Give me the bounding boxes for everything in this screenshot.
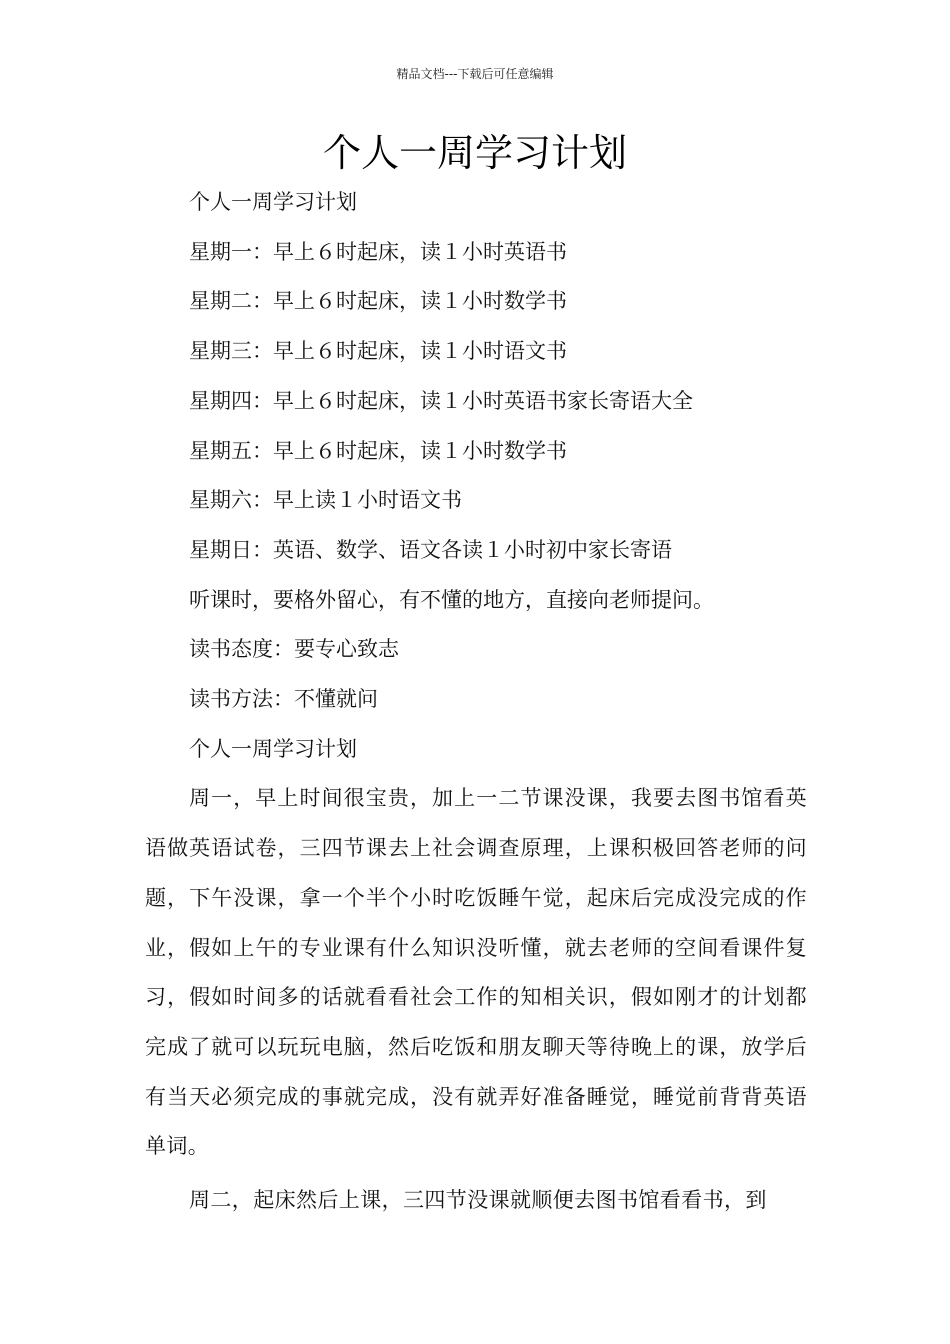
body-line: 读书方法：不懂就问	[189, 687, 378, 712]
body-line: 个人一周学习计划	[189, 190, 357, 214]
body-line: 星期四：早上６时起床，读１小时英语书家长寄语大全	[189, 388, 693, 413]
body-paragraph: 周二，起床然后上课，三四节没课就顺便去图书馆看看书，到	[189, 1188, 767, 1213]
document-title: 个人一周学习计划	[322, 131, 627, 175]
body-line: 星期日：英语、数学、语文各读１小时初中家长寄语	[189, 537, 672, 562]
page-header: 精品文档---下载后可任意编辑	[396, 67, 554, 81]
body-paragraph: 周一，早上时间很宝贵，加上一二节课没课，我要去图书馆看英语做英语试卷，三四节课去上社会调查原理，上课积极回答老师的问题，下午没课，拿一个半个小时吃饭睡午觉，起床后完成没完成的作业，假如上午的专业课有什么知识没听懂，就去老师的空间看课件复习，假如时间多的话就看看社会工作的知相关识，假如刚才的计划都完成了就可以玩玩电脑，然后吃饭和朋友聊天等待晚上的课，放学后有当天必须完成的事就完成，没有就弄好准备睡觉，睡觉前背背英语单词。	[145, 786, 807, 1159]
body-line: 读书态度：要专心致志	[189, 637, 399, 662]
body-line: 星期三：早上６时起床，读１小时语文书	[189, 339, 567, 364]
body-line: 星期六：早上读１小时语文书	[189, 488, 462, 513]
body-line: 星期五：早上６时起床，读１小时数学书	[189, 438, 567, 463]
body-line: 星期二：早上６时起床，读１小时数学书	[189, 289, 567, 314]
body-line: 个人一周学习计划	[189, 736, 357, 761]
body-line: 听课时，要格外留心，有不懂的地方，直接向老师提问。	[189, 587, 714, 612]
body-line: 星期一：早上６时起床，读１小时英语书	[189, 239, 567, 264]
document-body	[145, 178, 807, 1226]
